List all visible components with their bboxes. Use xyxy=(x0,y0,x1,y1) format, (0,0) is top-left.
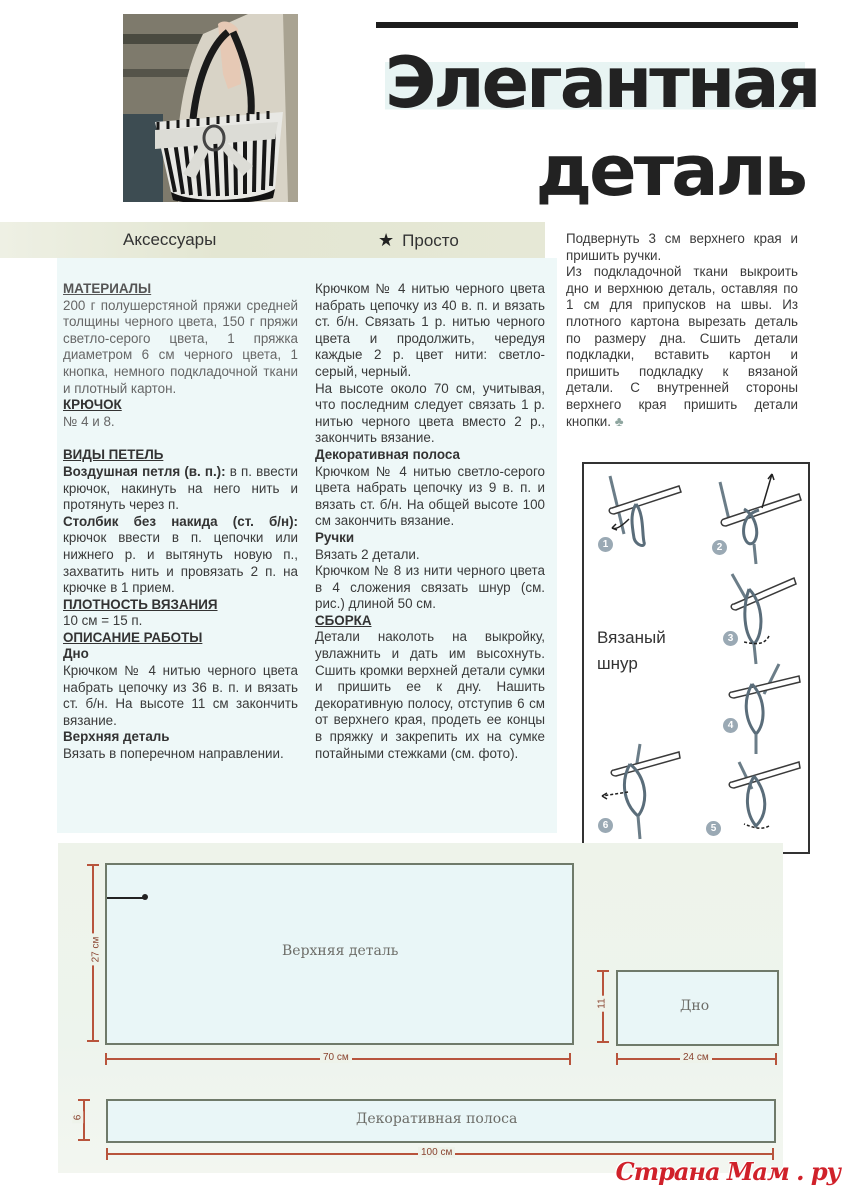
hook-heading: КРЮЧОК xyxy=(63,397,122,413)
stitch-single-text: крючок ввести в п. цепочки или нижнего р. и вытянуть новую п., захватить нить и провязать 2 п. на крючке в 1 прием. xyxy=(63,530,298,596)
cord-label-line2: шнур xyxy=(597,654,638,673)
assembly-text: Детали наколоть на выкройку, увлажнить и дать им высохнуть. Сшить кромки верхней детали сумки и пришить ее к дну. Нашить декоративную полосу, отступив 6 см от верхнего края, продеть ее концы в пряжку и закрепить их на сумке потайными стежками (см. фото). xyxy=(315,629,545,761)
column-materials xyxy=(63,281,298,763)
arrow-icon xyxy=(107,897,145,899)
dim-tick xyxy=(569,1053,571,1065)
club-end-icon: ♣ xyxy=(614,413,624,429)
assembly-heading: СБОРКА xyxy=(315,612,372,628)
dim-tick xyxy=(78,1139,90,1141)
strip-piece-label: Декоративная полоса xyxy=(356,1111,518,1127)
top-text-finish: На высоте около 70 см, учитывая, что последним следует связать 1 р. нитью черного цвета вместо 2 р., закончить вязание. xyxy=(315,380,545,446)
stitch-chain xyxy=(63,464,298,514)
stitch-single-name: Столбик без накида (ст. б/н): xyxy=(63,513,298,529)
top-text-continued: Крючком № 4 нитью черного цвета набрать цепочку из 40 в. п. и вязать ст. б/н. Связать 1 р. нитью черного цвета и продолжить, чередуя каждые 2 р. цвет нити: светло-серый, черный. xyxy=(315,281,545,379)
dim-tick xyxy=(597,1041,609,1043)
page-title-line2: деталь xyxy=(535,130,805,212)
dim-tick xyxy=(597,970,609,972)
bag-photo xyxy=(123,14,298,202)
materials-heading: МАТЕРИАЛЫ xyxy=(63,281,152,296)
handles-text2: Крючком № 8 из нити черного цвета в 4 сложения связать шнур (см. рис.) длиной 50 см. xyxy=(315,563,545,612)
dim-tick xyxy=(105,1053,107,1065)
column-instructions xyxy=(315,281,545,762)
finishing-text2-body: Из подкладочной ткани выкроить дно и верхнюю деталь, оставляя по 1 см для припусков на швы. Из плотного картона вырезать деталь по размеру дна. Сшить детали подкладки, вставить картон и пришить подкладку к вязаной детали. С внутренней стороны верхнего края пришить детали кнопки. xyxy=(566,264,798,429)
step-number-4: 4 xyxy=(723,718,738,733)
arrow-head xyxy=(142,894,148,900)
strip-piece-height-line xyxy=(83,1099,85,1141)
step-number-3: 3 xyxy=(723,631,738,646)
spacer xyxy=(63,430,298,447)
pattern-strip-piece xyxy=(106,1099,776,1143)
top-piece-label: Верхняя деталь xyxy=(282,943,399,959)
gauge-text: 10 см = 15 п. xyxy=(63,613,143,629)
finishing-text1: Подвернуть 3 см верхнего края и пришить ручки. xyxy=(566,231,798,263)
dim-tick xyxy=(106,1148,108,1160)
star-icon: ★ xyxy=(378,230,395,250)
stitch-single xyxy=(63,514,298,597)
column-finishing xyxy=(566,231,798,430)
step-number-1: 1 xyxy=(598,537,613,552)
step-number-6: 6 xyxy=(598,818,613,833)
gauge-heading: ПЛОТНОСТЬ ВЯЗАНИЯ xyxy=(63,596,218,612)
dim-tick xyxy=(87,1040,99,1042)
handles-text1: Вязать 2 детали. xyxy=(315,546,420,562)
step-number-5: 5 xyxy=(706,821,721,836)
step-number-2: 2 xyxy=(712,540,727,555)
stitch-chain-text: в п. ввести крючок, накинуть на него нить и протянуть через п. xyxy=(63,463,298,513)
cord-label-line1: Вязаный xyxy=(597,628,666,647)
cord-label xyxy=(597,625,666,677)
dim-tick xyxy=(775,1053,777,1065)
strip-subheading: Декоративная полоса xyxy=(315,446,460,462)
handles-subheading: Ручки xyxy=(315,529,355,545)
top-text: Вязать в поперечном направлении. xyxy=(63,746,284,762)
difficulty-label xyxy=(378,230,459,251)
bottom-piece-height-label: 11 xyxy=(597,995,608,1011)
finishing-text2 xyxy=(566,264,798,430)
bottom-piece-width-label: 24 см xyxy=(680,1052,712,1063)
work-heading: ОПИСАНИЕ РАБОТЫ xyxy=(63,629,203,645)
dim-tick xyxy=(87,864,99,866)
pattern-bottom-piece xyxy=(616,970,779,1046)
top-piece-width-label: 70 см xyxy=(320,1052,352,1063)
stitch-chain-name: Воздушная петля (в. п.): xyxy=(63,463,226,479)
category-band xyxy=(0,222,545,258)
strip-text: Крючком № 4 нитью светло-серого цвета набрать цепочку из 9 в. п. и вязать ст. б/н. На общей высоте 100 см закончить вязание. xyxy=(315,463,545,529)
stitches-heading: ВИДЫ ПЕТЕЛЬ xyxy=(63,447,164,463)
strip-piece-width-label: 100 см xyxy=(418,1147,455,1158)
top-subheading: Верхняя деталь xyxy=(63,729,170,745)
bottom-subheading: Дно xyxy=(63,646,89,662)
difficulty-text: Просто xyxy=(402,231,459,250)
title-rule xyxy=(376,22,798,28)
dim-tick xyxy=(616,1053,618,1065)
strip-piece-height-label: 6 xyxy=(72,1112,83,1124)
category-label: Аксессуары xyxy=(123,230,217,249)
bag-photo-illustration xyxy=(123,14,298,202)
watermark-logo: Страна Мам . ру xyxy=(615,1157,840,1186)
hook-text: № 4 и 8. xyxy=(63,413,115,429)
bottom-text: Крючком № 4 нитью черного цвета набрать цепочку из 36 в. п. и вязать ст. б/н. На высоте 11 см закончить вязание. xyxy=(63,663,298,728)
materials-text: 200 г полушерстяной пряжи средней толщины черного цвета, 150 г пряжи светло-серого цвета, 1 пряжка диаметром 6 см черного цвета, 1 кнопка, немного подкладочной ткани и плотный картон. xyxy=(63,297,298,396)
pattern-top-piece xyxy=(105,863,574,1045)
bottom-piece-label: Дно xyxy=(680,998,710,1014)
page-title-line1: Элегантная xyxy=(385,42,819,124)
dim-tick xyxy=(78,1099,90,1101)
top-piece-height-label: 27 см xyxy=(90,934,101,966)
